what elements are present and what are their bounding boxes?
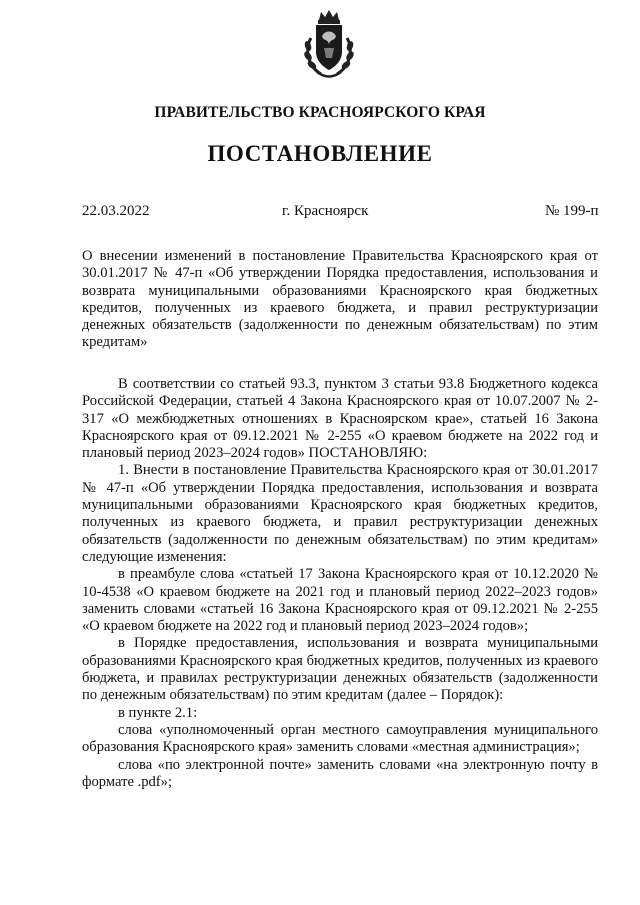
body-paragraph: слова «уполномоченный орган местного самоуправления муниципального образования Красноярского края» заменить словами «местная администрация»; bbox=[82, 721, 598, 756]
coat-of-arms-icon bbox=[301, 8, 357, 80]
document-city: г. Красноярск bbox=[282, 203, 369, 219]
government-name: ПРАВИТЕЛЬСТВО КРАСНОЯРСКОГО КРАЯ bbox=[154, 104, 486, 121]
title-text: О внесении изменений в постановление Правительства Красноярского края от 30.01.2017 № 47-п «Об утверждении Порядка предоставления, использования и возврата муниципальными образованиями Красноярского края бюджетных кредитов, полученных из краевого бюджета, и правил реструктуризации денежных обязательств (задолженности по денежным обязательствам) по этим кредитам» bbox=[82, 248, 598, 351]
body-paragraph: в преамбуле слова «статьей 17 Закона Красноярского края от 10.12.2020 № 10-4538 «О краевом бюджете на 2021 год и плановый период 2022–2023 годов» заменить словами «статьей 16 Закона Красноярского края от 09.12.2021 № 2-255 «О краевом бюджете на 2022 год и плановый период 2023–2024 годов»; bbox=[82, 566, 598, 635]
document-date: 22.03.2022 bbox=[82, 203, 150, 219]
document-body bbox=[82, 376, 598, 791]
body-paragraph: в Порядке предоставления, использования и возврата муниципальными образованиями Красноярского края бюджетных кредитов, полученных из краевого бюджета, и правилах реструктуризации денежных обязательств (задолженности по денежным обязательствам) по этим кредитам (далее – Порядок): bbox=[82, 635, 598, 704]
body-paragraph: В соответствии со статьей 93.3, пунктом 3 статьи 93.8 Бюджетного кодекса Российской Федерации, статьей 4 Закона Красноярского края от 10.07.2007 № 2-317 «О межбюджетных отношениях в Красноярском крае», статьей 16 Закона Красноярского края от 09.12.2021 № 2-255 «О краевом бюджете на 2022 год и плановый период 2023–2024 годов» ПОСТАНОВЛЯЮ: bbox=[82, 376, 598, 462]
document-number: № 199-п bbox=[545, 203, 599, 219]
body-paragraph: слова «по электронной почте» заменить словами «на электронную почту в формате .pdf»; bbox=[82, 756, 598, 790]
body-paragraph: в пункте 2.1: bbox=[118, 704, 198, 721]
body-paragraph: 1. Внести в постановление Правительства Красноярского края от 30.01.2017 № 47-п «Об утверждении Порядка предоставления, использования и возврата муниципальными образованиями Красноярского края бюджетных кредитов, полученных из краевого бюджета, и правил реструктуризации денежных обязательств (задолженности по денежным обязательствам) по этим кредитам» следующие изменения: bbox=[82, 462, 598, 565]
document-type: ПОСТАНОВЛЕНИЕ bbox=[207, 141, 433, 166]
document-title bbox=[82, 248, 598, 352]
